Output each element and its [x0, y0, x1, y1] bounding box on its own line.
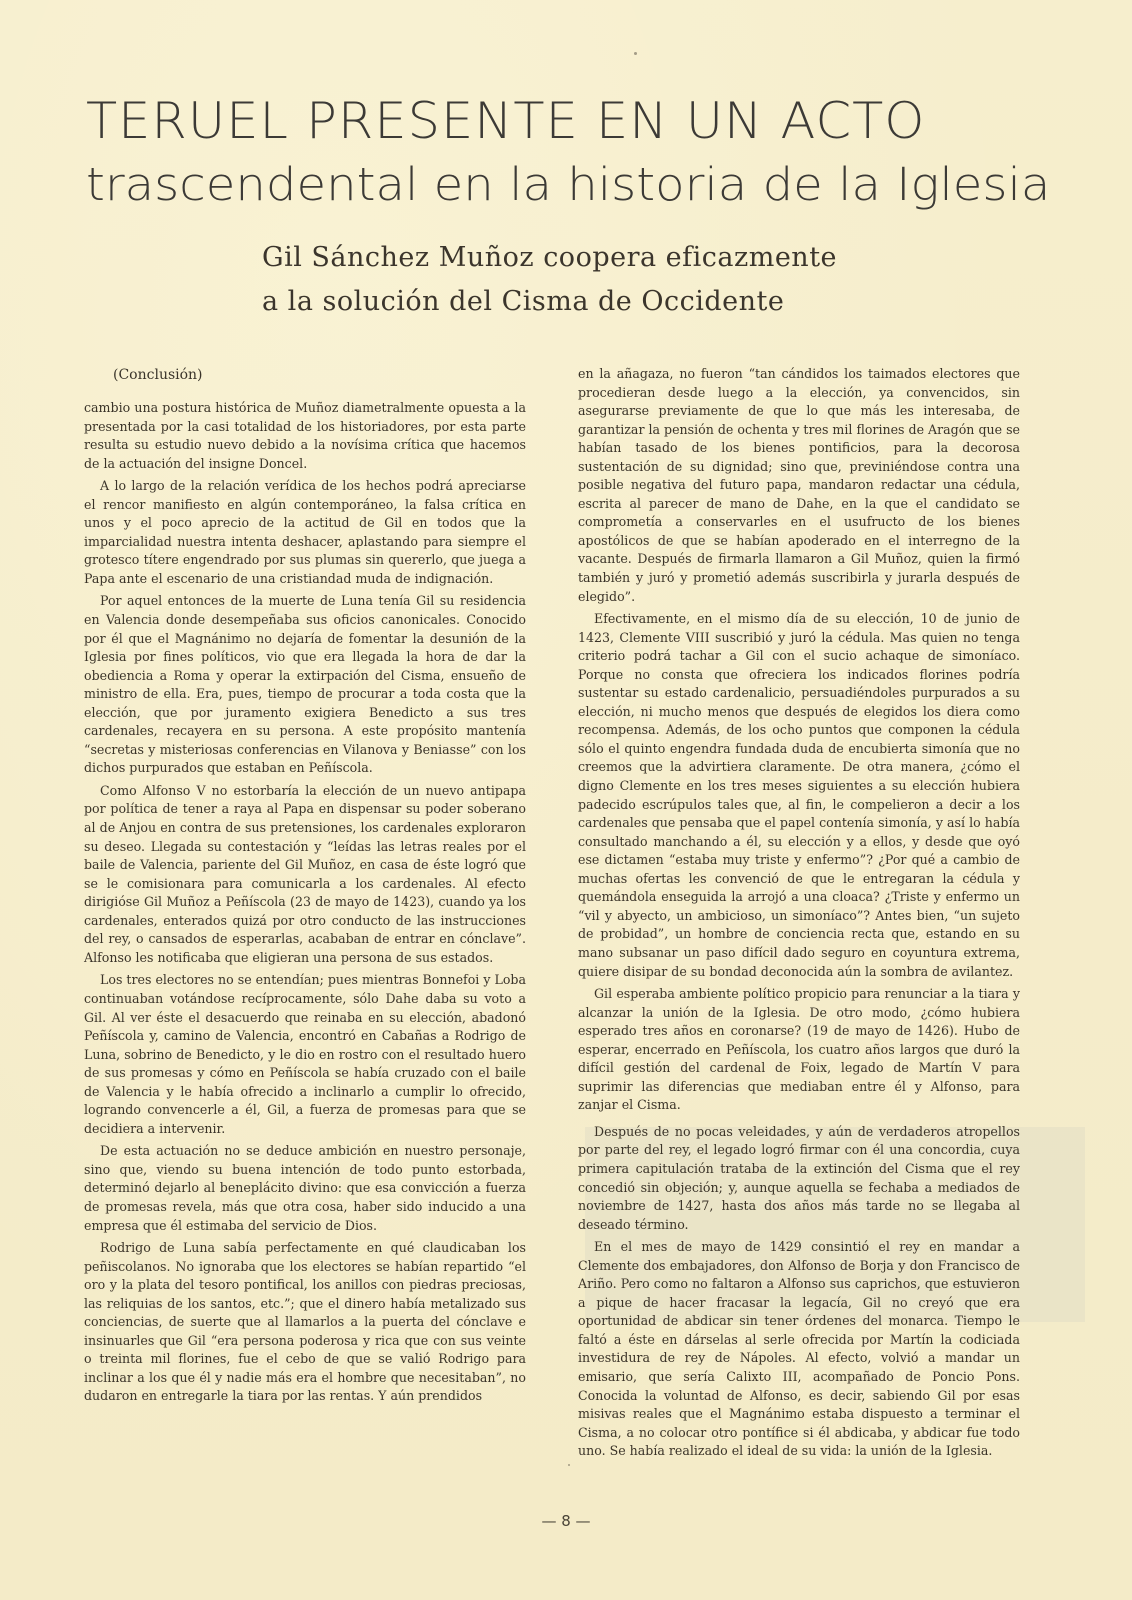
paragraph: Rodrigo de Luna sabía perfectamente en qué claudicaban los peñiscolanos. No ignoraba que los electores se habían repartido “el oro y la plata del tesoro pontifical, los anillos con piedras preciosas, las reliquias de los santos, etc.”; que el dinero había metalizado sus conciencias, de suerte que al llamarlos a la puerta del cónclave e insinuarles que Gil “era persona poderosa y rica que con sus veinte o treinta mil florines, fue el cebo de que se valió Rodrigo para inclinar a los que él y nadie más era el hombre que necesitaban”, no dudaron en entregarle la tiara por las rentas. Y aún prendidos	[84, 1240, 526, 1404]
paragraph: En el mes de mayo de 1429 consintió el rey en mandar a Clemente dos embajadores, don Alfonso de Borja y don Francisco de Ariño. Pero como no faltaron a Alfonso sus caprichos, que estuvieron a pique de hacer fracasar la legacía, Gil no creyó que era oportunidad de abdicar sin tener órdenes del monarca. Tiempo le faltó a éste en dárselas al serle ofrecida por Martín la codiciada investidura de rey de Nápoles. Al efecto, volvió a mandar un emisario, que sería Calixto III, acompañado de Poncio Pons. Conocida la voluntad de Alfonso, es decir, sabiendo Gil por esas misivas reales que el Magnánimo estaba dispuesto a terminar el Cisma, a no colocar otro pontífice si él abdicaba, y abdicar fue todo uno. Se había realizado el ideal de su vida: la unión de la Iglesia.	[578, 1239, 1020, 1459]
article-column-left	[84, 399, 526, 1410]
headline-secondary: trascendental en la historia de la Iglesia	[86, 158, 1051, 211]
paragraph: Después de no pocas veleidades, y aún de verdaderos atropellos por parte del rey, el legado logró firmar con él una concordia, cuya primera capitulación trataba de la extinción del Cisma que el rey concedió sin objeción; y, aunque aquella se fechaba a mediados de noviembre de 1427, hasta dos años más tarde no se llegaba al deseado término.	[578, 1123, 1020, 1232]
paragraph: cambio una postura histórica de Muñoz diametralmente opuesta a la presentada por la casi totalidad de los historiadores, por esta parte resulta su estudio nuevo debido a la novísima crítica que hacemos de la actuación del insigne Doncel.	[84, 400, 526, 471]
scan-speck	[634, 52, 637, 55]
section-label: (Conclusión)	[113, 367, 203, 383]
article-column-right	[578, 365, 1020, 1465]
paragraph: en la añagaza, no fueron “tan cándidos los taimados electores que procedieran desde luego a la elección, ya convencidos, sin asegurarse previamente de que lo que más les interesaba, de garantizar la pensión de ochenta y tres mil florines de Aragón que se habían tasado de los bienes pontificios, para la decorosa sustentación de su dignidad; sino que, previniéndose contra una posible negativa del futuro papa, mandaron redactar una cédula, escrita al parecer de mano de Dahe, en la que el candidato se comprometía a conservarles en el usufructo de los bienes apostólicos de que se habían apoderado en el interregno de la vacante. Después de firmarla llamaron a Gil Muñoz, quien la firmó también y juró y prometió además suscribirla y jurarla después de elegido”.	[578, 366, 1020, 604]
scan-speck	[568, 1464, 570, 1466]
headline-main: TERUEL PRESENTE EN UN ACTO	[86, 92, 926, 150]
paragraph: A lo largo de la relación verídica de los hechos podrá apreciarse el rencor manifiesto en algún contemporáneo, la falsa crítica en unos y el poco aprecio de la actitud de Gil en todos que la imparcialidad nuestra intenta deshacer, aplastando para siempre el grotesco títere engendrado por sus plumas sin quererlo, que juega a Papa ante el escenario de una cristiandad muda de indignación.	[84, 478, 526, 586]
paragraph: Como Alfonso V no estorbaría la elección de un nuevo antipapa por política de tener a raya al Papa en dispensar su poder soberano al de Anjou en contra de sus pretensiones, los cardenales exploraron su deseo. Llegada su contestación y “leídas las letras reales por el baile de Valencia, pariente del Gil Muñoz, en casa de éste logró que se le comisionara para comunicarla a los cardenales. Al efecto dirigióse Gil Muñoz a Peñíscola (23 de mayo de 1423), cuando ya los cardenales, enterados quizá por otro conducto de las instrucciones del rey, o cansados de esperarlas, acababan de entrar en cónclave”. Alfonso les notificaba que eligieran una persona de sus estados.	[84, 782, 526, 965]
subheadline-line-2: a la solución del Cisma de Occidente	[262, 286, 785, 317]
paragraph: De esta actuación no se deduce ambición en nuestro personaje, sino que, viendo su buena intención de todo punto estorbada, determinó dejarlo al beneplácito divino: que esa convicción a fuerza de promesas revela, más que otra cosa, haber sido inducido a una empresa que él estimaba del servicio de Dios.	[84, 1143, 526, 1233]
paragraph: Efectivamente, en el mismo día de su elección, 10 de junio de 1423, Clemente VIII suscribió y juró la cédula. Mas quien no tenga criterio podrá tachar a Gil con el sucio achaque de simoníaco. Porque no consta que ofreciera los indicados florines podría sustentar su estado cardenalicio, persuadiéndoles purpurados a su elección, ni mucho menos que después de elegidos los diera como recompensa. Además, de los ocho puntos que componen la cédula sólo el quinto engendra fundada duda de encubierta simonía que no creemos que la advirtiera claramente. De otra manera, ¿cómo el digno Clemente en los tres meses siguientes a su elección hubiera padecido escrúpulos tales que, al fin, le compelieron a decir a los cardenales que pensaba que el papel contenía simonía, y así lo había consultado manchando a él, su elección y a ellos, y desde que oyó ese dictamen “estaba muy triste y enfermo”? ¿Por qué a cambio de muchas ofertas les convenció de que le entregaran la cédula y quemándola enseguida la arrojó a una cloaca? ¿Triste y enfermo un “vil y abyecto, un ambicioso, un simoníaco”? Antes bien, “un sujeto de probidad”, un hombre de conciencia recta que, estando en su mano subsanar un paso difícil dado seguro en coyuntura extrema, quiere disipar de su bondad deconocida aún la sombra de avilantez.	[578, 611, 1020, 979]
subheadline-line-1: Gil Sánchez Muñoz coopera eficazmente	[262, 242, 838, 273]
page-number: — 8 —	[541, 1512, 591, 1530]
paragraph: Por aquel entonces de la muerte de Luna tenía Gil su residencia en Valencia donde desempeñaba sus oficios canonicales. Conocido por él que el Magnánimo no dejaría de fomentar la desunión de la Iglesia por fines políticos, vio que era llegada la hora de dar la obediencia a Roma y operar la extirpación del Cisma, ensueño de ministro de ella. Era, pues, tiempo de procurar a toda costa que la elección, que por juramento exigiera Benedicto a sus tres cardenales, recayera en su persona. A este propósito mantenía “secretas y misteriosas conferencias en Vilanova y Beniasse” con los dichos purpurados que estaban en Peñíscola.	[84, 593, 526, 776]
subheadline	[262, 236, 902, 324]
paragraph: Los tres electores no se entendían; pues mientras Bonnefoi y Loba continuaban votándose recíprocamente, sólo Dahe daba su voto a Gil. Al ver éste el desacuerdo que reinaba en su elección, abadonó Peñíscola y, camino de Valencia, encontró en Cabañas a Rodrigo de Luna, sobrino de Benedicto, y le dio en rostro con el resultado huero de sus promesas y cómo en Peñíscola se había cruzado con el baile de Valencia y le había ofrecido a inclinarlo a cumplir lo ofrecido, logrando convencerle a él, Gil, a fuerza de promesas para que se decidiera a intervenir.	[84, 972, 526, 1136]
paragraph: Gil esperaba ambiente político propicio para renunciar a la tiara y alcanzar la unión de la Iglesia. De otro modo, ¿cómo hubiera esperado tres años en coronarse? (19 de mayo de 1426). Hubo de esperar, encerrado en Peñíscola, los cuatro años largos que duró la difícil gestión del cardenal de Foix, legado de Martín V para suprimir las diferencias que mediaban entre él y Alfonso, para zanjar el Cisma.	[578, 986, 1020, 1113]
